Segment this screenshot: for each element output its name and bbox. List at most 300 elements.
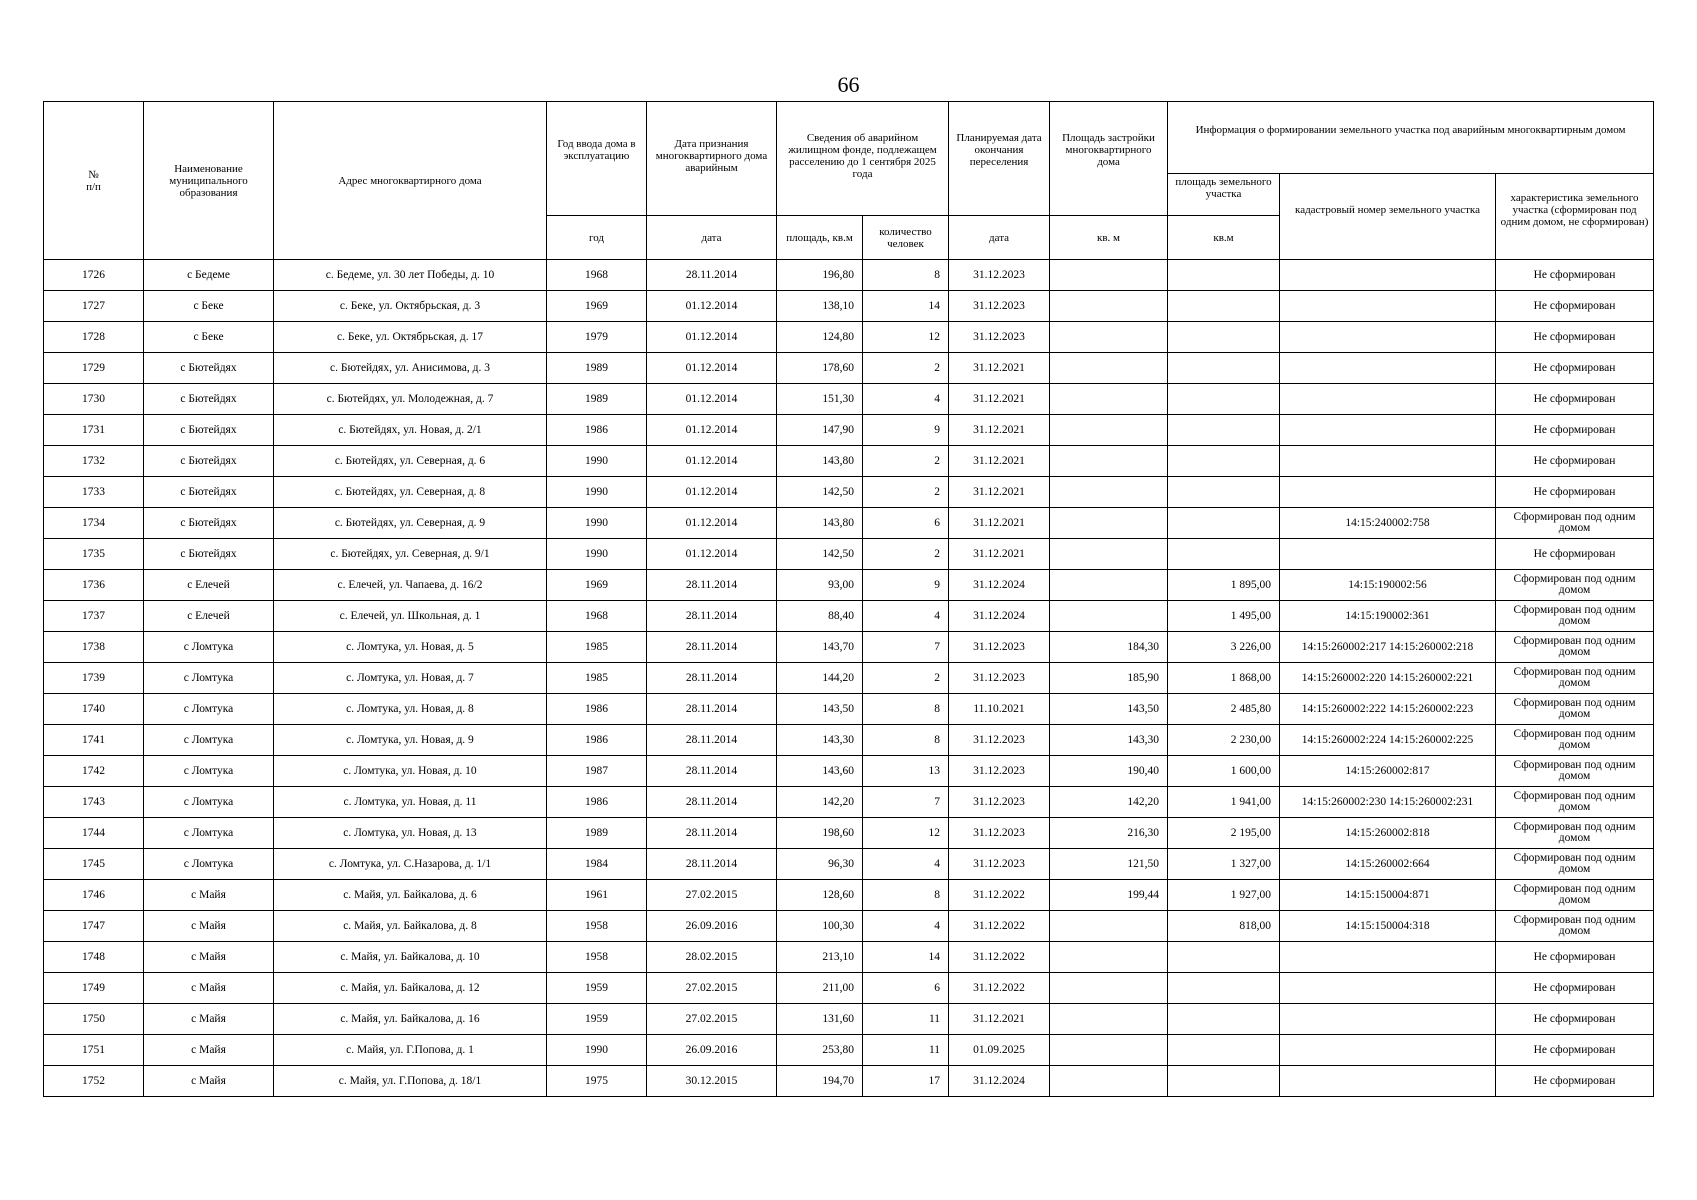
row-address: с. Ломтука, ул. С.Назарова, д. 1/1 [274, 849, 547, 880]
row-date: 28.11.2014 [647, 725, 777, 756]
row-land-char: Сформирован под одним домом [1496, 787, 1654, 818]
table-row [44, 787, 1654, 818]
row-cadastral: 14:15:150004:318 [1280, 911, 1496, 942]
row-building-area [1050, 353, 1168, 384]
row-municipality: с Елечей [144, 570, 274, 601]
row-land-area [1168, 1004, 1280, 1035]
row-area: 143,80 [777, 446, 863, 477]
row-municipality: с Ломтука [144, 694, 274, 725]
row-land-char: Не сформирован [1496, 1066, 1654, 1097]
row-building-area: 190,40 [1050, 756, 1168, 787]
row-date: 28.11.2014 [647, 694, 777, 725]
row-date: 28.11.2014 [647, 849, 777, 880]
row-people: 7 [863, 787, 949, 818]
table-row [44, 353, 1654, 384]
row-year: 1989 [547, 818, 647, 849]
page-number: 66 [837, 72, 860, 97]
row-land-area [1168, 942, 1280, 973]
row-date: 01.12.2014 [647, 415, 777, 446]
row-planned-date: 31.12.2022 [949, 880, 1050, 911]
row-number: 1740 [44, 694, 144, 725]
table-row [44, 291, 1654, 322]
row-area: 143,60 [777, 756, 863, 787]
row-number: 1727 [44, 291, 144, 322]
row-land-char: Не сформирован [1496, 446, 1654, 477]
row-municipality: с Ломтука [144, 849, 274, 880]
row-planned-date: 31.12.2021 [949, 508, 1050, 539]
row-cadastral [1280, 322, 1496, 353]
row-land-char: Не сформирован [1496, 973, 1654, 1004]
table-row [44, 942, 1654, 973]
row-area: 143,30 [777, 725, 863, 756]
row-number: 1735 [44, 539, 144, 570]
row-cadastral: 14:15:260002:217 14:15:260002:218 [1280, 632, 1496, 663]
row-date: 28.11.2014 [647, 756, 777, 787]
row-land-char: Не сформирован [1496, 384, 1654, 415]
emergency-housing-table [43, 101, 1654, 1097]
row-municipality: с Ломтука [144, 663, 274, 694]
row-land-area: 1 895,00 [1168, 570, 1280, 601]
row-people: 4 [863, 384, 949, 415]
row-people: 12 [863, 818, 949, 849]
row-land-char: Сформирован под одним домом [1496, 818, 1654, 849]
row-date: 28.11.2014 [647, 663, 777, 694]
row-land-char: Сформирован под одним домом [1496, 632, 1654, 663]
row-date: 01.12.2014 [647, 446, 777, 477]
row-people: 14 [863, 291, 949, 322]
header-unit-area: площадь, кв.м [777, 216, 863, 260]
row-cadastral [1280, 942, 1496, 973]
row-number: 1738 [44, 632, 144, 663]
row-land-char: Не сформирован [1496, 291, 1654, 322]
row-cadastral [1280, 539, 1496, 570]
row-year: 1959 [547, 1004, 647, 1035]
row-area: 253,80 [777, 1035, 863, 1066]
row-area: 213,10 [777, 942, 863, 973]
row-land-char: Не сформирован [1496, 415, 1654, 446]
row-address: с. Бютейдях, ул. Северная, д. 6 [274, 446, 547, 477]
row-area: 142,50 [777, 477, 863, 508]
row-people: 6 [863, 973, 949, 1004]
row-municipality: с Бютейдях [144, 446, 274, 477]
row-address: с. Бютейдях, ул. Северная, д. 8 [274, 477, 547, 508]
table-row [44, 880, 1654, 911]
row-date: 27.02.2015 [647, 880, 777, 911]
row-number: 1752 [44, 1066, 144, 1097]
row-date: 28.11.2014 [647, 260, 777, 291]
row-land-area [1168, 539, 1280, 570]
row-people: 4 [863, 911, 949, 942]
row-land-char: Сформирован под одним домом [1496, 880, 1654, 911]
row-area: 151,30 [777, 384, 863, 415]
row-land-char: Сформирован под одним домом [1496, 570, 1654, 601]
row-land-area: 2 485,80 [1168, 694, 1280, 725]
row-land-char: Не сформирован [1496, 1004, 1654, 1035]
row-building-area [1050, 322, 1168, 353]
header-land-area: площадь земельного участка [1168, 174, 1280, 216]
row-land-area [1168, 973, 1280, 1004]
row-building-area: 199,44 [1050, 880, 1168, 911]
header-fund-info: Сведения об аварийном жилищном фонде, подлежащем расселению до 1 сентября 2025 года [777, 102, 949, 216]
row-year: 1990 [547, 1035, 647, 1066]
table-row [44, 601, 1654, 632]
row-municipality: с Майя [144, 942, 274, 973]
table-row [44, 663, 1654, 694]
row-land-char: Сформирован под одним домом [1496, 911, 1654, 942]
row-year: 1969 [547, 570, 647, 601]
row-municipality: с Бютейдях [144, 353, 274, 384]
row-land-char: Не сформирован [1496, 539, 1654, 570]
table-row [44, 477, 1654, 508]
row-municipality: с Ломтука [144, 787, 274, 818]
row-date: 01.12.2014 [647, 353, 777, 384]
row-address: с. Майя, ул. Байкалова, д. 6 [274, 880, 547, 911]
row-land-area [1168, 508, 1280, 539]
row-year: 1990 [547, 477, 647, 508]
row-land-area: 1 495,00 [1168, 601, 1280, 632]
row-municipality: с Бютейдях [144, 477, 274, 508]
table-row [44, 1066, 1654, 1097]
row-address: с. Бютейдях, ул. Северная, д. 9/1 [274, 539, 547, 570]
row-people: 9 [863, 570, 949, 601]
row-date: 26.09.2016 [647, 1035, 777, 1066]
row-municipality: с Бютейдях [144, 415, 274, 446]
row-cadastral [1280, 353, 1496, 384]
row-cadastral: 14:15:260002:818 [1280, 818, 1496, 849]
row-year: 1989 [547, 384, 647, 415]
row-planned-date: 31.12.2022 [949, 973, 1050, 1004]
row-people: 11 [863, 1004, 949, 1035]
table-row [44, 973, 1654, 1004]
row-year: 1986 [547, 415, 647, 446]
row-land-area [1168, 353, 1280, 384]
row-year: 1968 [547, 260, 647, 291]
row-date: 01.12.2014 [647, 384, 777, 415]
row-planned-date: 31.12.2023 [949, 632, 1050, 663]
row-planned-date: 31.12.2021 [949, 539, 1050, 570]
table-row [44, 570, 1654, 601]
row-area: 194,70 [777, 1066, 863, 1097]
row-area: 138,10 [777, 291, 863, 322]
row-number: 1737 [44, 601, 144, 632]
row-land-char: Сформирован под одним домом [1496, 725, 1654, 756]
header-cadastral: кадастровый номер земельного участка [1280, 174, 1496, 260]
row-address: с. Бедеме, ул. 30 лет Победы, д. 10 [274, 260, 547, 291]
row-municipality: с Майя [144, 1035, 274, 1066]
row-people: 4 [863, 601, 949, 632]
row-building-area [1050, 291, 1168, 322]
row-date: 01.12.2014 [647, 322, 777, 353]
row-building-area: 121,50 [1050, 849, 1168, 880]
row-municipality: с Майя [144, 973, 274, 1004]
row-people: 2 [863, 446, 949, 477]
row-number: 1742 [44, 756, 144, 787]
row-year: 1990 [547, 539, 647, 570]
row-planned-date: 31.12.2022 [949, 911, 1050, 942]
table-row [44, 384, 1654, 415]
table-row [44, 725, 1654, 756]
row-people: 2 [863, 353, 949, 384]
row-address: с. Майя, ул. Г.Попова, д. 1 [274, 1035, 547, 1066]
row-address: с. Ломтука, ул. Новая, д. 5 [274, 632, 547, 663]
row-area: 143,70 [777, 632, 863, 663]
row-area: 100,30 [777, 911, 863, 942]
table-row [44, 539, 1654, 570]
table-row [44, 446, 1654, 477]
table-row [44, 849, 1654, 880]
row-building-area: 185,90 [1050, 663, 1168, 694]
row-land-char: Не сформирован [1496, 322, 1654, 353]
row-land-area [1168, 322, 1280, 353]
row-year: 1958 [547, 942, 647, 973]
row-land-area: 2 230,00 [1168, 725, 1280, 756]
row-area: 142,20 [777, 787, 863, 818]
row-planned-date: 31.12.2022 [949, 942, 1050, 973]
row-land-area [1168, 384, 1280, 415]
row-number: 1730 [44, 384, 144, 415]
row-date: 28.02.2015 [647, 942, 777, 973]
row-land-char: Сформирован под одним домом [1496, 663, 1654, 694]
row-area: 143,50 [777, 694, 863, 725]
row-year: 1968 [547, 601, 647, 632]
row-land-area: 1 941,00 [1168, 787, 1280, 818]
row-planned-date: 31.12.2023 [949, 849, 1050, 880]
row-municipality: с Ломтука [144, 756, 274, 787]
header-unit-people: количество человек [863, 216, 949, 260]
row-cadastral: 14:15:260002:664 [1280, 849, 1496, 880]
row-municipality: с Майя [144, 911, 274, 942]
row-people: 12 [863, 322, 949, 353]
header-address: Адрес многоквартирного дома [274, 102, 547, 260]
row-number: 1748 [44, 942, 144, 973]
row-date: 30.12.2015 [647, 1066, 777, 1097]
row-year: 1975 [547, 1066, 647, 1097]
row-people: 7 [863, 632, 949, 663]
row-planned-date: 31.12.2023 [949, 291, 1050, 322]
table-row [44, 1004, 1654, 1035]
table-row [44, 911, 1654, 942]
row-number: 1746 [44, 880, 144, 911]
row-municipality: с Майя [144, 1066, 274, 1097]
row-area: 93,00 [777, 570, 863, 601]
row-land-char: Не сформирован [1496, 477, 1654, 508]
row-cadastral [1280, 260, 1496, 291]
row-address: с. Елечей, ул. Школьная, д. 1 [274, 601, 547, 632]
row-address: с. Бютейдях, ул. Новая, д. 2/1 [274, 415, 547, 446]
row-people: 2 [863, 663, 949, 694]
header-municipality: Наименование муниципального образования [144, 102, 274, 260]
row-building-area: 143,30 [1050, 725, 1168, 756]
row-year: 1969 [547, 291, 647, 322]
row-year: 1961 [547, 880, 647, 911]
row-people: 2 [863, 477, 949, 508]
row-address: с. Елечей, ул. Чапаева, д. 16/2 [274, 570, 547, 601]
row-land-area: 1 927,00 [1168, 880, 1280, 911]
row-address: с. Ломтука, ул. Новая, д. 9 [274, 725, 547, 756]
row-number: 1736 [44, 570, 144, 601]
header-number: № п/п [44, 102, 144, 260]
header-unit-sqm: кв. м [1050, 216, 1168, 260]
table-body [44, 260, 1654, 1097]
row-number: 1732 [44, 446, 144, 477]
row-number: 1731 [44, 415, 144, 446]
row-planned-date: 31.12.2023 [949, 787, 1050, 818]
row-year: 1958 [547, 911, 647, 942]
row-people: 8 [863, 260, 949, 291]
row-cadastral: 14:15:260002:224 14:15:260002:225 [1280, 725, 1496, 756]
row-land-char: Сформирован под одним домом [1496, 756, 1654, 787]
row-date: 26.09.2016 [647, 911, 777, 942]
row-address: с. Беке, ул. Октябрьская, д. 17 [274, 322, 547, 353]
row-area: 211,00 [777, 973, 863, 1004]
row-date: 28.11.2014 [647, 787, 777, 818]
row-land-area [1168, 415, 1280, 446]
row-building-area [1050, 384, 1168, 415]
row-people: 2 [863, 539, 949, 570]
row-year: 1986 [547, 694, 647, 725]
row-cadastral: 14:15:260002:817 [1280, 756, 1496, 787]
row-date: 01.12.2014 [647, 539, 777, 570]
row-building-area: 216,30 [1050, 818, 1168, 849]
row-address: с. Майя, ул. Байкалова, д. 8 [274, 911, 547, 942]
row-building-area [1050, 570, 1168, 601]
row-address: с. Ломтука, ул. Новая, д. 11 [274, 787, 547, 818]
row-year: 1985 [547, 632, 647, 663]
header-planned-date: Планируемая дата окончания переселения [949, 102, 1050, 216]
row-land-char: Сформирован под одним домом [1496, 601, 1654, 632]
row-area: 88,40 [777, 601, 863, 632]
row-number: 1744 [44, 818, 144, 849]
row-number: 1750 [44, 1004, 144, 1035]
row-cadastral [1280, 1035, 1496, 1066]
row-cadastral: 14:15:240002:758 [1280, 508, 1496, 539]
row-land-area [1168, 260, 1280, 291]
row-land-char: Не сформирован [1496, 353, 1654, 384]
row-municipality: с Беке [144, 322, 274, 353]
row-planned-date: 31.12.2023 [949, 725, 1050, 756]
row-date: 01.12.2014 [647, 291, 777, 322]
row-number: 1733 [44, 477, 144, 508]
row-date: 28.11.2014 [647, 601, 777, 632]
row-land-char: Не сформирован [1496, 260, 1654, 291]
row-address: с. Майя, ул. Байкалова, д. 16 [274, 1004, 547, 1035]
row-planned-date: 31.12.2021 [949, 415, 1050, 446]
row-number: 1726 [44, 260, 144, 291]
row-planned-date: 31.12.2024 [949, 1066, 1050, 1097]
row-cadastral [1280, 973, 1496, 1004]
row-year: 1959 [547, 973, 647, 1004]
row-number: 1743 [44, 787, 144, 818]
row-municipality: с Бютейдях [144, 508, 274, 539]
row-cadastral: 14:15:260002:220 14:15:260002:221 [1280, 663, 1496, 694]
row-people: 13 [863, 756, 949, 787]
header-land-info: Информация о формировании земельного участка под аварийным многоквартирным домом [1168, 102, 1654, 174]
row-year: 1986 [547, 725, 647, 756]
table-row [44, 1035, 1654, 1066]
table-row [44, 818, 1654, 849]
table-row [44, 260, 1654, 291]
row-address: с. Бютейдях, ул. Северная, д. 9 [274, 508, 547, 539]
row-address: с. Ломтука, ул. Новая, д. 13 [274, 818, 547, 849]
row-municipality: с Беке [144, 291, 274, 322]
row-building-area [1050, 539, 1168, 570]
row-land-char: Не сформирован [1496, 942, 1654, 973]
row-planned-date: 31.12.2021 [949, 384, 1050, 415]
row-planned-date: 01.09.2025 [949, 1035, 1050, 1066]
row-area: 147,90 [777, 415, 863, 446]
row-planned-date: 11.10.2021 [949, 694, 1050, 725]
row-area: 143,80 [777, 508, 863, 539]
row-building-area [1050, 1004, 1168, 1035]
row-number: 1739 [44, 663, 144, 694]
table-row [44, 694, 1654, 725]
row-land-area [1168, 1066, 1280, 1097]
row-address: с. Майя, ул. Г.Попова, д. 18/1 [274, 1066, 547, 1097]
row-planned-date: 31.12.2021 [949, 477, 1050, 508]
row-land-char: Не сформирован [1496, 1035, 1654, 1066]
row-people: 8 [863, 880, 949, 911]
row-building-area [1050, 973, 1168, 1004]
row-people: 17 [863, 1066, 949, 1097]
row-land-area: 818,00 [1168, 911, 1280, 942]
row-planned-date: 31.12.2021 [949, 446, 1050, 477]
row-municipality: с Ломтука [144, 632, 274, 663]
row-land-area [1168, 291, 1280, 322]
row-planned-date: 31.12.2021 [949, 1004, 1050, 1035]
row-planned-date: 31.12.2023 [949, 818, 1050, 849]
row-people: 11 [863, 1035, 949, 1066]
row-year: 1990 [547, 446, 647, 477]
row-municipality: с Майя [144, 880, 274, 911]
row-people: 9 [863, 415, 949, 446]
row-building-area [1050, 601, 1168, 632]
row-area: 198,60 [777, 818, 863, 849]
row-municipality: с Ломтука [144, 725, 274, 756]
row-year: 1987 [547, 756, 647, 787]
row-address: с. Ломтука, ул. Новая, д. 8 [274, 694, 547, 725]
row-area: 178,60 [777, 353, 863, 384]
row-number: 1729 [44, 353, 144, 384]
row-year: 1989 [547, 353, 647, 384]
row-area: 96,30 [777, 849, 863, 880]
row-date: 27.02.2015 [647, 1004, 777, 1035]
row-cadastral [1280, 1066, 1496, 1097]
row-building-area [1050, 477, 1168, 508]
header-year-built: Год ввода дома в эксплуатацию [547, 102, 647, 216]
row-number: 1749 [44, 973, 144, 1004]
row-address: с. Ломтука, ул. Новая, д. 10 [274, 756, 547, 787]
row-people: 14 [863, 942, 949, 973]
row-land-area [1168, 446, 1280, 477]
row-cadastral [1280, 1004, 1496, 1035]
row-land-area [1168, 477, 1280, 508]
row-address: с. Бютейдях, ул. Анисимова, д. 3 [274, 353, 547, 384]
row-land-char: Сформирован под одним домом [1496, 508, 1654, 539]
row-land-area: 1 868,00 [1168, 663, 1280, 694]
header-unit-year: год [547, 216, 647, 260]
row-planned-date: 31.12.2023 [949, 322, 1050, 353]
row-municipality: с Майя [144, 1004, 274, 1035]
row-date: 28.11.2014 [647, 570, 777, 601]
row-planned-date: 31.12.2021 [949, 353, 1050, 384]
row-municipality: с Бютейдях [144, 539, 274, 570]
header-building-area: Площадь застройки многоквартирного дома [1050, 102, 1168, 216]
row-date: 27.02.2015 [647, 973, 777, 1004]
table-row [44, 756, 1654, 787]
row-number: 1747 [44, 911, 144, 942]
row-municipality: с Ломтука [144, 818, 274, 849]
row-cadastral: 14:15:150004:871 [1280, 880, 1496, 911]
